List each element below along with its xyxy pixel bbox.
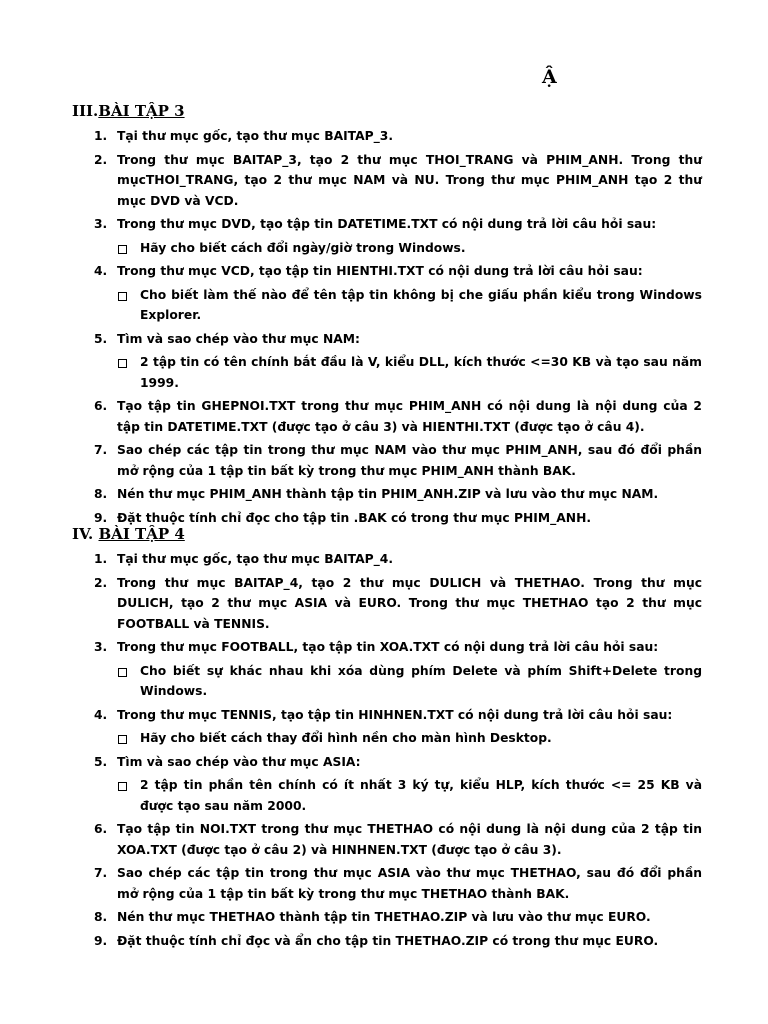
sub-item — [72, 352, 702, 393]
item-text: Trong thư mục BAITAP_3, tạo 2 thư mục THOI_TRANG và PHIM_ANH. Trong thư mụcTHOI_TRANG, tạo 2 thư mục NAM và NU. Trong thư mục PHIM_ANH tạo 2 thư mục DVD và VCD. — [117, 152, 702, 208]
checkbox-bullet-icon — [118, 245, 127, 254]
item-text: Sao chép các tập tin trong thư mục NAM vào thư mục PHIM_ANH, sau đó đổi phần mở rộng của 1 tập tin bất kỳ trong thư mục PHIM_ANH thành BAK. — [117, 443, 702, 478]
checkbox-bullet-icon — [118, 782, 127, 791]
section-bai-tap-4 — [72, 523, 702, 954]
sub-item-text: 2 tập tin có tên chính bắt đầu là V, kiểu DLL, kích thước <=30 KB và tạo sau năm 1999. — [140, 355, 702, 390]
list-item — [72, 126, 702, 147]
list-item — [72, 819, 702, 860]
sub-item — [72, 285, 702, 326]
item-number: 9. — [94, 510, 108, 525]
sub-item — [72, 238, 702, 259]
item-number: 7. — [94, 866, 108, 880]
list-item — [72, 440, 702, 481]
item-number: 8. — [94, 487, 108, 501]
checkbox-bullet-icon — [118, 292, 127, 301]
item-number: 2. — [94, 152, 108, 167]
item-number: 8. — [94, 910, 108, 924]
item-text: Trong thư mục BAITAP_4, tạo 2 thư mục DULICH và THETHAO. Trong thư mục DULICH, tạo 2 thư mục ASIA và EURO. Trong thư mục THETHAO tạo 2 thư mục FOOTBALL và TENNIS. — [117, 575, 702, 631]
sub-item-text: 2 tập tin phần tên chính có ít nhất 3 ký tự, kiểu HLP, kích thước <= 25 KB và được tạo sau năm 2000. — [140, 778, 702, 813]
sub-item — [72, 661, 702, 702]
list-item — [72, 907, 702, 928]
item-text: Tìm và sao chép vào thư mục ASIA: — [117, 754, 361, 769]
item-text: Trong thư mục VCD, tạo tập tin HIENTHI.TXT có nội dung trả lời câu hỏi sau: — [117, 264, 643, 278]
item-text: Tạo tập tin GHEPNOI.TXT trong thư mục PHIM_ANH có nội dung là nội dung của 2 tập tin DATETIME.TXT (được tạo ở câu 3) và HIENTHI.TXT (được tạo ở câu 4). — [117, 399, 702, 434]
sub-item — [72, 775, 702, 816]
item-number: 3. — [94, 640, 108, 654]
section-title: BÀI TẬP 4 — [98, 525, 185, 543]
item-text: Tại thư mục gốc, tạo thư mục BAITAP_3. — [117, 129, 393, 143]
section-bai-tap-3 — [72, 100, 702, 531]
section-title: BÀI TẬP 3 — [98, 102, 185, 120]
checkbox-bullet-icon — [118, 735, 127, 744]
item-number: 4. — [94, 707, 108, 722]
item-number: 6. — [94, 399, 108, 413]
section-heading — [72, 100, 702, 122]
item-text: Nén thư mục PHIM_ANH thành tập tin PHIM_ANH.ZIP và lưu vào thư mục NAM. — [117, 487, 659, 501]
header-glyph: Ậ — [542, 66, 557, 88]
list-item — [72, 931, 702, 952]
item-text: Trong thư mục DVD, tạo tập tin DATETIME.TXT có nội dung trả lời câu hỏi sau: — [117, 217, 657, 231]
item-number: 5. — [94, 331, 108, 346]
item-text: Đặt thuộc tính chỉ đọc cho tập tin .BAK có trong thư mục PHIM_ANH. — [117, 510, 592, 525]
item-number: 2. — [94, 575, 108, 590]
list-item — [72, 261, 702, 282]
list-item — [72, 573, 702, 635]
item-text: Tạo tập tin NOI.TXT trong thư mục THETHAO có nội dung là nội dung của 2 tập tin XOA.TXT (được tạo ở câu 2) và HINHNEN.TXT (được tạo ở câu 3). — [117, 822, 702, 857]
sub-item — [72, 728, 702, 749]
sub-item-text: Hãy cho biết cách đổi ngày/giờ trong Windows. — [140, 240, 466, 255]
section-numeral: III. — [72, 102, 99, 120]
item-number: 4. — [94, 264, 108, 278]
item-number: 3. — [94, 217, 108, 231]
item-number: 6. — [94, 822, 108, 836]
list-item — [72, 863, 702, 904]
sub-item-text: Hãy cho biết cách thay đổi hình nền cho màn hình Desktop. — [140, 731, 552, 745]
item-text: Đặt thuộc tính chỉ đọc và ẩn cho tập tin THETHAO.ZIP có trong thư mục EURO. — [117, 933, 659, 948]
list-item — [72, 150, 702, 212]
checkbox-bullet-icon — [118, 359, 127, 368]
item-text: Trong thư mục TENNIS, tạo tập tin HINHNEN.TXT có nội dung trả lời câu hỏi sau: — [117, 707, 673, 722]
checkbox-bullet-icon — [118, 668, 127, 677]
item-number: 7. — [94, 443, 108, 457]
item-number: 5. — [94, 754, 108, 769]
exercise-list — [72, 549, 702, 951]
item-text: Tại thư mục gốc, tạo thư mục BAITAP_4. — [117, 552, 393, 566]
item-text: Sao chép các tập tin trong thư mục ASIA vào thư mục THETHAO, sau đó đổi phần mở rộng của 1 tập tin bất kỳ trong thư mục THETHAO thành BAK. — [117, 866, 702, 901]
list-item — [72, 637, 702, 658]
section-numeral: IV. — [72, 525, 94, 543]
list-item — [72, 752, 702, 773]
item-text: Tìm và sao chép vào thư mục NAM: — [117, 331, 360, 346]
sub-item-text: Cho biết sự khác nhau khi xóa dùng phím Delete và phím Shift+Delete trong Windows. — [140, 663, 702, 698]
list-item — [72, 214, 702, 235]
list-item — [72, 329, 702, 350]
item-number: 1. — [94, 552, 108, 566]
sub-item-text: Cho biết làm thế nào để tên tập tin không bị che giấu phần kiểu trong Windows Explorer. — [140, 287, 702, 322]
section-heading — [72, 523, 702, 545]
item-text: Trong thư mục FOOTBALL, tạo tập tin XOA.TXT có nội dung trả lời câu hỏi sau: — [117, 640, 659, 654]
item-text: Nén thư mục THETHAO thành tập tin THETHAO.ZIP và lưu vào thư mục EURO. — [117, 910, 651, 924]
exercise-list — [72, 126, 702, 528]
item-number: 1. — [94, 129, 108, 143]
item-number: 9. — [94, 933, 108, 948]
list-item — [72, 484, 702, 505]
list-item — [72, 396, 702, 437]
list-item — [72, 705, 702, 726]
list-item — [72, 549, 702, 570]
